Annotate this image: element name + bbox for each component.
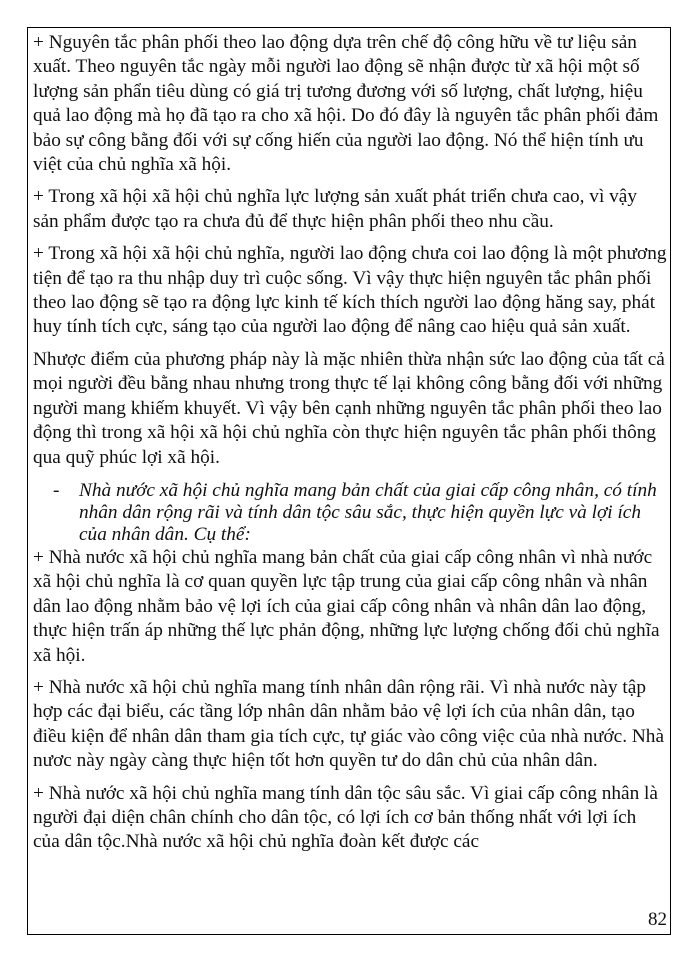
bullet-marker: - (53, 479, 60, 501)
bullet-text: Nhà nước xã hội chủ nghĩa mang bản chất của giai cấp công nhân, có tính nhân dân rộng rãi và tính dân tộc sâu sắc, thực hiện quyền lực và lợi ích của nhân dân. Cụ thể: (79, 479, 657, 545)
paragraph-weakness: Nhược điểm của phương pháp này là mặc nhiên thừa nhận sức lao động của tất cả mọi người đều bằng nhau nhưng trong thực tế lại không công bằng đối với những người mang khiếm khuyết. Vì vậy bên cạnh những nguyên tắc phân phối theo lao động thì trong xã hội xã hội chủ nghĩa còn thực hiện nguyên tắc phân phối thông qua quỹ phúc lợi xã hội. (33, 348, 665, 468)
paragraph-working-class-nature: + Nhà nước xã hội chủ nghĩa mang bản chất của giai cấp công nhân vì nhà nước xã hội chủ nghĩa là cơ quan quyền lực tập trung của giai cấp công nhân và nhân dân lao động nhằm bảo vệ lợi ích của giai cấp công nhân và nhân dân lao động, thực hiện trấn áp những thế lực phản động, những lực lượng chống đối chủ nghĩa xã hội. (33, 546, 660, 666)
page-number: 82 (648, 909, 667, 930)
document-body (33, 31, 667, 855)
paragraph-productive-forces: + Trong xã hội xã hội chủ nghĩa lực lượng sản xuất phát triển chưa cao, vì vậy sản phẩm được tạo ra chưa đủ để thực hiện phân phối theo nhu cầu. (33, 186, 637, 232)
paragraph-distribution-principle: + Nguyên tắc phân phối theo lao động dựa trên chế độ công hữu về tư liệu sản xuất. Theo nguyên tắc ngày mỗi người lao động sẽ nhận được từ xã hội một số lượng sản phẩn tiêu dùng có giá trị tương đương với số lượng, chất lượng, hiệu quả lao động mà họ đã tạo ra cho xã hội. Do đó đây là nguyên tắc phân phối đảm bảo sự công bằng đối với sự cống hiến của người lao động. Nó thể hiện tính ưu việt của chủ nghĩa xã hội. (33, 32, 659, 176)
paragraph-popular-nature: + Nhà nước xã hội chủ nghĩa mang tính nhân dân rộng rãi. Vì nhà nước này tập hợp các đại biểu, các tầng lớp nhân dân nhằm bảo vệ lợi ích của nhân dân, tạo điều kiện để nhân dân tham gia tích cực, tự giác vào công việc của nhà nước. Nhà nươc này ngày càng thực hiện tốt hơn quyền tư do dân chủ của nhân dân. (33, 676, 664, 772)
paragraph-labor-motivation: + Trong xã hội xã hội chủ nghĩa, người lao động chưa coi lao động là một phương tiện để tạo ra thu nhập duy trì cuộc sống. Vì vậy thực hiện nguyên tắc phân phối theo lao động sẽ tạo ra động lực kinh tế kích thích người lao động hăng say, phát huy tính tích cực, sáng tạo của người lao động để nâng cao hiệu quả sản xuất. (33, 243, 667, 338)
paragraph-national-nature: + Nhà nước xã hội chủ nghĩa mang tính dân tộc sâu sắc. Vì giai cấp công nhân là người đại diện chân chính cho dân tộc, có lợi ích cơ bản thống nhất với lợi ích của dân tộc.Nhà nước xã hội chủ nghĩa đoàn kết được các (33, 782, 658, 853)
bullet-state-nature (53, 480, 667, 546)
